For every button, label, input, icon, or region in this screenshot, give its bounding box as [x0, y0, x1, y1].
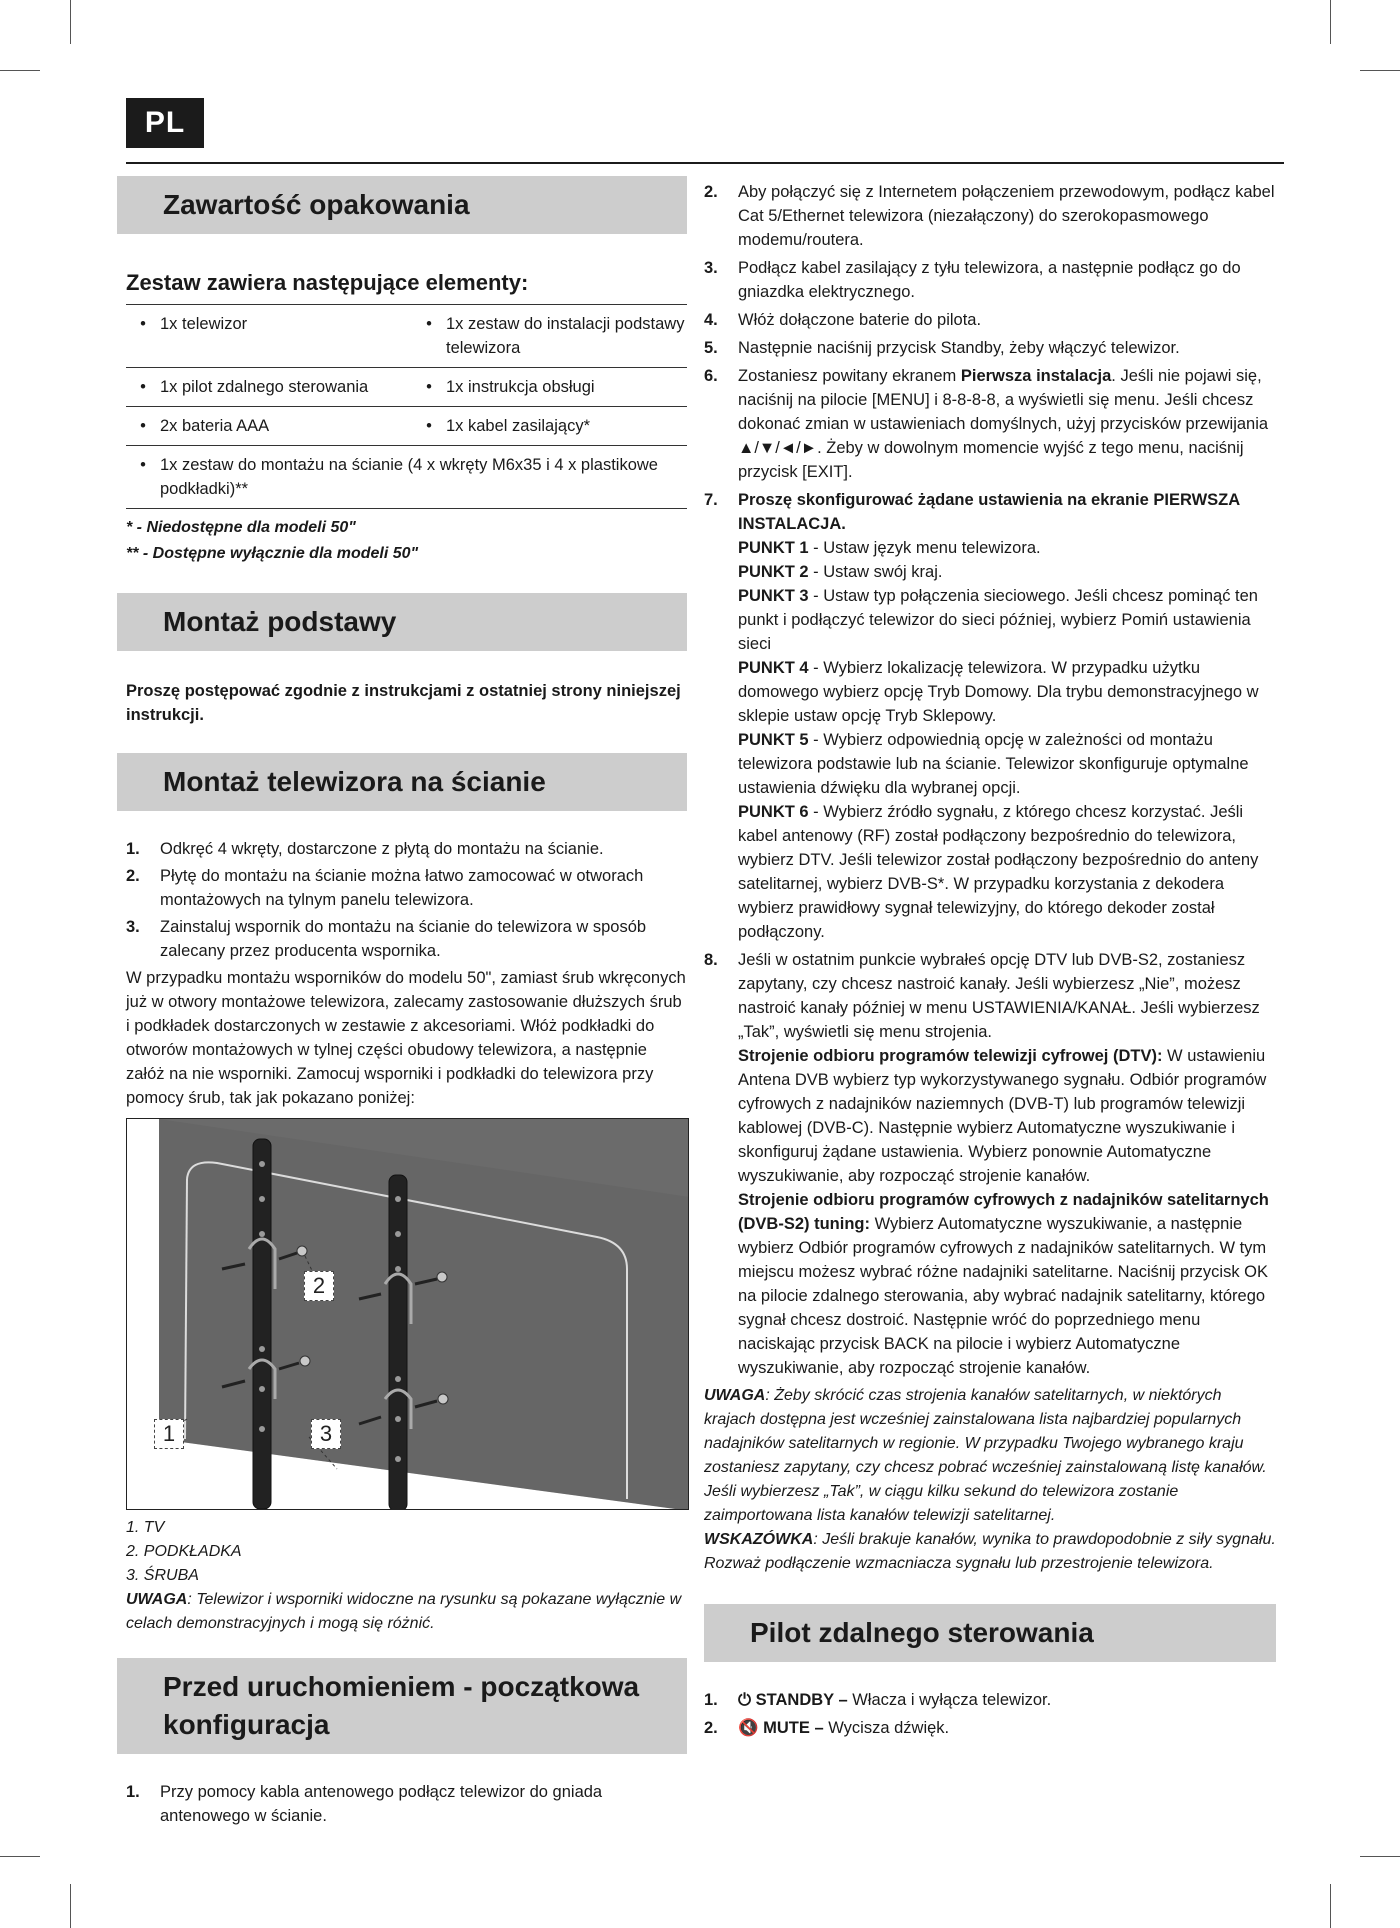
wall-paragraph: W przypadku montażu wsporników do modelu 50", zamiast śrub wkręconych już w otwory montażowe telewizora, zalecamy zastosowanie dłuższych śrub i podkładek dostarczonych w zestawie z akcesoriami. Włóż podkładki do otworów montażowych w tylnej części obudowy telewizora, a następnie załóż na nie wsporniki. Zamocuj wsporniki i podkładki do telewizora przy pomocy śrub, tak jak pokazano poniżej:: [126, 969, 686, 1107]
wall-steps: [126, 837, 687, 963]
crop-mark: [1330, 0, 1331, 44]
tuning-note: UWAGA: Żeby skrócić czas strojenia kanałów satelitarnych, w niektórych krajach dostępna jest wcześniej zainstalowana lista najbardziej popularnych nadajników satelitarnych w regionie. W przypadku Twojego wybranego kraju zostaniesz zapytany, czy chcesz pobrać wcześniej zainstalowaną listę kanałów. Jeśli wybierzesz „Tak”, w ciągu kilku sekund do telewizora zostanie zaimportowana lista kanałów telewizji satelitarnej.: [704, 1387, 1267, 1524]
list-item: 6. Zostaniesz powitany ekranem Pierwsza instalacja. Jeśli nie pojawi się, naciśnij na pilocie [MENU] i 8-8-8-8, a wyświetli się menu. Jeśli chcesz dokonać zmian w ustawieniach domyślnych, użyj przycisków przewijania ▲/▼/◄/►. Żeby w dowolnym momencie wyjść z tego menu, naciśnij przycisk [EXIT].: [704, 367, 1269, 481]
bullet: •: [126, 407, 160, 446]
list-item: 8. Jeśli w ostatnim punkcie wybrałeś opcję DTV lub DVB-S2, zostaniesz zapytany, czy chcesz nastroić kanały. Jeśli wybierzesz „Nie”, możesz nastroić kanały później w menu USTAWIENIA/KANAŁ. Jeśli wybierzesz „Tak”, wyświetli się menu strojenia. Strojenie odbioru programów telewizji cyfrowej (DTV): W ustawieniu Antena DVB wybierz typ wykorzystywanego sygnału. Odbiór programów cyfrowych z nadajników naziemnych (DVB-T) lub programów telewizji kablowej (DVB-C). Następnie wybierz Automatyczne wyszukiwanie i skonfiguruj żądane ustawienia. Wybierz ponownie Automatyczne wyszukiwanie, aby rozpocząć strojenie kanałów. Strojenie odbioru programów cyfrowych z nadajników satelitarnych (DVB-S2) tuning: Wybierz Automatyczne wyszukiwanie, a następnie wybierz Odbiór programów cyfrowych z nadajników satelitarnych. W tym miejscu możesz wybrać różne nadajniki satelitarne. Naciśnij przycisk OK na pilocie zdalnego sterowania, aby wybrać nadajnik satelitarny, którego sygnał chcesz dostroić. Następnie wróć do poprzedniego menu naciskając przycisk BACK na pilocie i wybierz Automatyczne wyszukiwanie, aby rozpocząć strojenie kanałów.: [704, 951, 1269, 1377]
list-item: 1. Przy pomocy kabla antenowego podłącz telewizor do gniada antenowego w ścianie.: [126, 1783, 603, 1825]
contents-subtitle: Zestaw zawiera następujące elementy:: [126, 270, 529, 295]
list-item: 2. 🔇 MUTE – Wycisza dźwięk.: [704, 1719, 950, 1737]
bullet: •: [126, 446, 160, 509]
left-column: [117, 176, 687, 1831]
tuning-tip: WSKAZÓWKA: Jeśli brakuje kanałów, wynika to prawdopodobnie z siły sygnału. Rozważ podłączenie wzmacniacza sygnału lub przestrojenie telewizora.: [704, 1531, 1276, 1572]
mute-icon: 🔇: [738, 1719, 764, 1737]
section-heading-stand: Montaż podstawy: [117, 593, 687, 651]
power-icon: ⏻: [738, 1691, 756, 1709]
figure-label: 2: [304, 1271, 334, 1301]
language-badge: PL: [126, 98, 204, 148]
table-cell: 1x instrukcja obsługi: [446, 368, 687, 407]
list-item: 1. Odkręć 4 wkręty, dostarczone z płytą do montażu na ścianie.: [126, 840, 604, 858]
caption: 1. TV: [126, 1519, 165, 1536]
figure-label: 3: [311, 1419, 341, 1449]
figure-note: UWAGA: Telewizor i wsporniki widoczne na rysunku są pokazane wyłącznie w celach demonstracyjnych i mogą się różnić.: [126, 1591, 682, 1632]
tv-bracket-drawing: [127, 1119, 689, 1510]
bullet: •: [126, 368, 160, 407]
wall-mount-illustration: [126, 1118, 689, 1510]
crop-mark: [0, 1856, 40, 1857]
table-row: [126, 305, 687, 368]
section-heading-setup: Przed uruchomieniem - początkowa konfiguracja: [117, 1658, 687, 1754]
remote-buttons: [704, 1688, 1276, 1740]
list-item: 7. Proszę skonfigurować żądane ustawienia na ekranie PIERWSZA INSTALACJA. PUNKT 1 - Ustaw język menu telewizora. PUNKT 2 - Ustaw swój kraj. PUNKT 3 - Ustaw typ połączenia sieciowego. Jeśli chcesz pominąć ten punkt i podłączyć telewizor do sieci później, wybierz Pomiń ustawienia sieci PUNKT 4 - Wybierz lokalizację telewizora. W przypadku użytku domowego wybierz opcję Tryb Domowy. Dla trybu demonstracyjnego w sklepie ustaw opcję Tryb Sklepowy. PUNKT 5 - Wybierz odpowiednią opcję w zależności od montażu telewizora podstawie lub na ścianie. Telewizor skonfiguruje optymalne ustawienia dźwięku dla wybranej opcji. PUNKT 6 - Wybierz źródło sygnału, z którego chcesz korzystać. Jeśli kabel antenowy (RF) został podłączony bezpośrednio do telewizora, wybierz DTV. Jeśli telewizor został podłączony bezpośrednio do anteny satelitarnej, wybierz DVB-S*. W przypadku korzystania z dekodera wybierz prawidłowy sygnał telewizyjny, do którego dekoder został podłączony.: [704, 491, 1259, 941]
crop-mark: [70, 0, 71, 44]
crop-mark: [1360, 70, 1400, 71]
setup-steps: [126, 1780, 687, 1828]
stand-instructions: Proszę postępować zgodnie z instrukcjami z ostatniej strony niniejszej instrukcji.: [126, 682, 681, 724]
section-heading-remote: Pilot zdalnego sterowania: [704, 1604, 1276, 1662]
table-row: [126, 368, 687, 407]
list-item: 3. Zainstaluj wspornik do montażu na ścianie do telewizora w sposób zalecany przez producenta wspornika.: [126, 918, 647, 960]
contents-table: [126, 304, 687, 509]
list-item: 1. ⏻ STANDBY – Włacza i wyłącza telewizor.: [704, 1691, 1052, 1709]
table-cell: 1x kabel zasilający*: [446, 407, 687, 446]
bullet: •: [412, 368, 446, 407]
caption: 2. PODKŁADKA: [126, 1543, 242, 1560]
footnote: * - Niedostępne dla modeli 50": [126, 519, 356, 536]
crop-mark: [1330, 1884, 1331, 1928]
table-row: [126, 446, 687, 509]
table-cell: 1x zestaw do montażu na ścianie (4 x wkręty M6x35 i 4 x plastikowe podkładki)**: [160, 446, 687, 509]
list-item: 4. Włóż dołączone baterie do pilota.: [704, 311, 982, 329]
crop-mark: [1360, 1856, 1400, 1857]
list-item: 2. Płytę do montażu na ścianie można łatwo zamocować w otworach montażowych na tylnym panelu telewizora.: [126, 867, 644, 909]
section-heading-contents: Zawartość opakowania: [117, 176, 687, 234]
caption: 3. ŚRUBA: [126, 1567, 199, 1584]
table-cell: 1x pilot zdalnego sterowania: [160, 368, 412, 407]
table-cell: 1x zestaw do instalacji podstawy telewizora: [446, 305, 687, 368]
list-item: 5. Następnie naciśnij przycisk Standby, żeby włączyć telewizor.: [704, 339, 1180, 357]
figure-label: 1: [154, 1419, 184, 1449]
right-column: [704, 180, 1276, 1744]
crop-mark: [0, 70, 40, 71]
bullet: •: [126, 305, 160, 368]
list-item: 2. Aby połączyć się z Internetem połączeniem przewodowym, podłącz kabel Cat 5/Ethernet telewizora (niezałączony) do szerokopasmowego modemu/routera.: [704, 183, 1275, 249]
list-item: 3. Podłącz kabel zasilający z tyłu telewizora, a następnie podłącz go do gniazdka elektrycznego.: [704, 259, 1241, 301]
bullet: •: [412, 305, 446, 368]
table-cell: 2x bateria AAA: [160, 407, 412, 446]
table-cell: 1x telewizor: [160, 305, 412, 368]
header-rule: [126, 162, 1284, 164]
setup-steps-continued: [704, 180, 1276, 1380]
table-row: [126, 407, 687, 446]
footnote: ** - Dostępne wyłącznie dla modeli 50": [126, 545, 419, 562]
bullet: •: [412, 407, 446, 446]
crop-mark: [70, 1884, 71, 1928]
section-heading-wall: Montaż telewizora na ścianie: [117, 753, 687, 811]
